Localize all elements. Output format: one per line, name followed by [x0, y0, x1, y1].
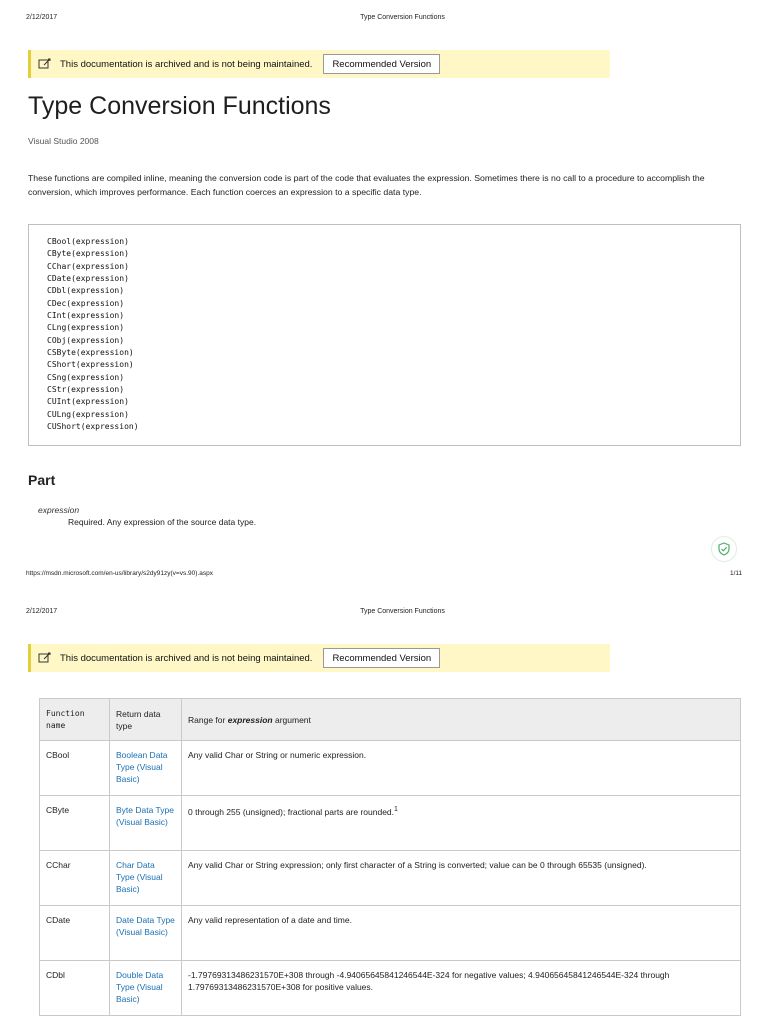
range-text: -1.79769313486231570E+308 through -4.94065645841246544E-324 for negative values; 4.94065645841246544E-324 through 1.79769313486231570E+308 for positive values. — [188, 970, 670, 992]
table-row — [40, 906, 741, 961]
code-line: CInt(expression) — [47, 311, 125, 321]
archive-note-icon — [38, 652, 52, 664]
code-line: CDec(expression) — [47, 298, 125, 308]
range-cell — [182, 961, 741, 1016]
code-line: CUShort(expression) — [47, 422, 139, 432]
header-date: 2/12/2017 — [26, 14, 58, 21]
function-name-cell: CChar — [40, 851, 110, 906]
archive-note-icon — [38, 58, 52, 70]
part-heading: Part — [28, 472, 56, 488]
column-header-return-type: Return data type — [110, 699, 182, 741]
return-type-link[interactable]: Byte Data Type (Visual Basic) — [110, 796, 182, 851]
header-title: Type Conversion Functions — [360, 14, 445, 21]
shield-check-icon[interactable] — [711, 536, 737, 562]
column-header-range — [182, 699, 741, 741]
header-text: Range for — [188, 714, 226, 725]
page-header — [0, 608, 768, 622]
footer-page-number: 1/11 — [730, 570, 743, 577]
range-text: Any valid representation of a date and time. — [188, 915, 352, 925]
footer-url[interactable]: https://msdn.microsoft.com/en-us/library/s2dy91zy(v=vs.90).aspx — [26, 570, 213, 577]
product-version: Visual Studio 2008 — [28, 136, 99, 146]
range-text: Any valid Char or String expression; only first character of a String is converted; value can be 0 through 65535 (unsigned). — [188, 860, 647, 870]
return-type-link[interactable]: Boolean Data Type (Visual Basic) — [110, 741, 182, 796]
range-text: 0 through 255 (unsigned); fractional parts are rounded. — [188, 806, 395, 817]
archive-banner — [28, 50, 610, 78]
code-line: CShort(expression) — [47, 360, 134, 370]
code-line: CSByte(expression) — [47, 348, 134, 358]
code-line: CBool(expression) — [47, 237, 129, 246]
table-header-row — [40, 699, 741, 741]
code-line: CUInt(expression) — [47, 397, 129, 407]
banner-message: This documentation is archived and is not being maintained. — [60, 652, 313, 664]
code-line: CChar(expression) — [47, 261, 129, 271]
footnote-reference[interactable]: 1 — [394, 806, 398, 813]
code-line: CSng(expression) — [47, 372, 125, 382]
code-line: CLng(expression) — [47, 323, 125, 333]
syntax-code-block — [28, 224, 741, 446]
code-line: CObj(expression) — [47, 335, 125, 345]
code-line: CDbl(expression) — [47, 286, 125, 296]
archive-banner — [28, 644, 610, 672]
header-date: 2/12/2017 — [26, 608, 58, 615]
return-type-link[interactable]: Double Data Type (Visual Basic) — [110, 961, 182, 1016]
code-line: CByte(expression) — [47, 249, 129, 259]
range-cell — [182, 906, 741, 961]
header-text: argument — [274, 714, 311, 725]
range-cell — [182, 741, 741, 796]
function-name-cell: CDbl — [40, 961, 110, 1016]
range-cell — [182, 851, 741, 906]
return-type-link[interactable]: Char Data Type (Visual Basic) — [110, 851, 182, 906]
table-row — [40, 796, 741, 851]
range-text: Any valid Char or String or numeric expression. — [188, 750, 367, 760]
recommended-version-button[interactable]: Recommended Version — [323, 648, 440, 668]
code-line: CDate(expression) — [47, 274, 129, 284]
banner-message: This documentation is archived and is not being maintained. — [60, 58, 313, 70]
page-title: Type Conversion Functions — [28, 92, 331, 120]
column-header-function-name: Function name — [40, 699, 110, 741]
part-description: Required. Any expression of the source data type. — [68, 517, 257, 527]
conversion-functions-table — [39, 698, 741, 1016]
return-type-link[interactable]: Date Data Type (Visual Basic) — [110, 906, 182, 961]
table-row — [40, 851, 741, 906]
table-row — [40, 741, 741, 796]
recommended-version-button[interactable]: Recommended Version — [323, 54, 440, 74]
code-line: CULng(expression) — [47, 409, 129, 419]
intro-paragraph: These functions are compiled inline, meaning the conversion code is part of the code that evaluates the expression. Sometimes there is no call to a procedure to accomplish the conversion, which improves performance. Each function coerces an expression to a specific data type. — [28, 173, 705, 197]
function-name-cell: CBool — [40, 741, 110, 796]
table-row — [40, 961, 741, 1016]
function-name-cell: CDate — [40, 906, 110, 961]
part-term: expression — [38, 505, 80, 515]
range-cell — [182, 796, 741, 851]
page-header — [0, 14, 768, 28]
code-line: CStr(expression) — [47, 385, 125, 395]
header-text-emphasis: expression — [227, 714, 273, 725]
function-name-cell: CByte — [40, 796, 110, 851]
header-title: Type Conversion Functions — [360, 608, 445, 615]
